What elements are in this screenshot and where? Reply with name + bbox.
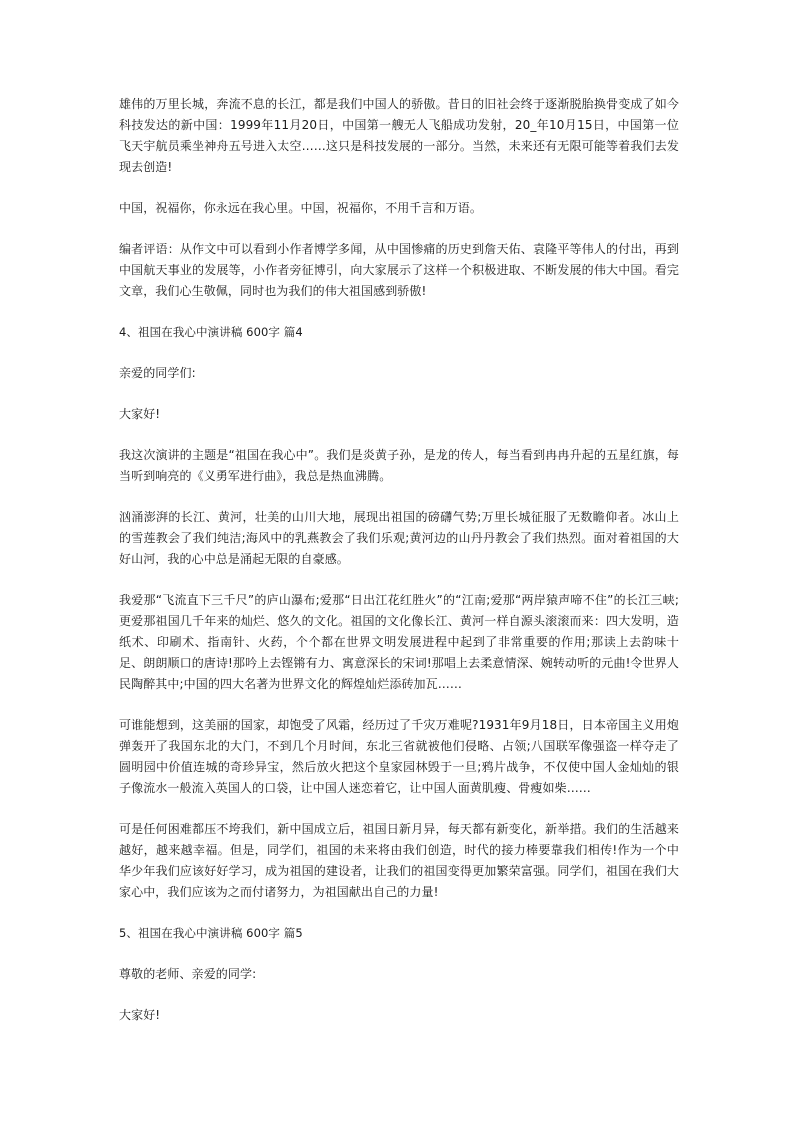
section-heading-5: 5、祖国在我心中演讲稿 600字 篇5 (119, 926, 303, 940)
document-body (119, 94, 679, 1046)
paragraph-history: 可谁能想到，这美丽的国家，却饱受了风霜，经历过了千灾万难呢?1931年9月18日，日本帝国主义用炮弹轰开了我国东北的大门，不到几个月时间，东北三省就被他们侵略、占领;八国联军像强盗一样夺走了圆明园中价值连城的奇珍异宝，然后放火把这个皇家园林毁于一旦;鸦片战争，不仅使中国人金灿灿的银子像流水一般流入英国人的口袋，让中国人迷恋着它，让中国人面黄肌瘦、骨瘦如柴…… (119, 718, 679, 795)
paragraph-culture: 我爱那“飞流直下三千尺”的庐山瀑布;爱那“日出江花红胜火”的“江南;爱那“两岸猿声啼不住”的长江三峡;更爱那祖国几千年来的灿烂、悠久的文化。祖国的文化像长江、黄河一样自源头滚滚而来：四大发明，造纸术、印刷术、指南针、火药，个个都在世界文明发展进程中起到了非常重要的作用;那读上去韵味十足、朗朗顺口的唐诗!那吟上去铿锵有力、寓意深长的宋词!那唱上去柔意情深、婉转动听的元曲!令世界人民陶醉其中;中国的四大名著为世界文化的辉煌灿烂添砖加瓦…… (119, 593, 679, 691)
paragraph-great-wall: 雄伟的万里长城，奔流不息的长江，都是我们中国人的骄傲。昔日的旧社会终于逐渐脱胎换骨变成了如今科技发达的新中国：1999年11月20日，中国第一艘无人飞船成功发射，20_年10月15日，中国第一位飞天宇航员乘坐神舟五号进入太空……这只是科技发展的一部分。当然，未来还有无限可能等着我们去发现去创造! (119, 97, 679, 174)
salutation-classmates: 亲爱的同学们: (119, 366, 196, 380)
greeting-hello: 大家好! (119, 407, 161, 421)
paragraph-blessing: 中国，祝福你，你永远在我心里。中国，祝福你，不用千言和万语。 (119, 201, 483, 215)
paragraph-rivers-mountains: 汹涌澎湃的长江、黄河，壮美的山川大地，展现出祖国的磅礴气势;万里长城征服了无数瞻仰者。冰山上的雪莲教会了我们纯洁;海风中的乳燕教会了我们乐观;黄河边的山丹丹教会了我们热烈。面对着祖国的大好山河，我的心中总是涌起无限的自豪感。 (119, 510, 679, 566)
salutation-teachers: 尊敬的老师、亲爱的同学: (119, 967, 257, 981)
section-heading-4: 4、祖国在我心中演讲稿 600字 篇4 (119, 325, 303, 339)
paragraph-speech-theme: 我这次演讲的主题是“祖国在我心中”。我们是炎黄子孙，是龙的传人，每当看到冉冉升起的五星红旗，每当听到响亮的《义勇军进行曲》，我总是热血沸腾。 (119, 448, 679, 483)
paragraph-editor-comment: 编者评语：从作文中可以看到小作者博学多闻，从中国惨痛的历史到詹天佑、袁隆平等伟人的付出，再到中国航天事业的发展等，小作者旁征博引，向大家展示了这样一个积极进取、不断发展的伟大中国。看完文章，我们心生敬佩，同时也为我们的伟大祖国感到骄傲! (119, 242, 679, 298)
greeting-hello-2: 大家好! (119, 1008, 161, 1022)
paragraph-new-china: 可是任何困难都压不垮我们，新中国成立后，祖国日新月异，每天都有新变化，新举措。我们的生活越来越好，越来越幸福。但是，同学们，祖国的未来将由我们创造，时代的接力棒要靠我们相传!作为一个中华少年我们应该好好学习，成为祖国的建设者，让我们的祖国变得更加繁荣富强。同学们，祖国在我们大家心中，我们应该为之而付诸努力，为祖国献出自己的力量! (119, 822, 679, 899)
